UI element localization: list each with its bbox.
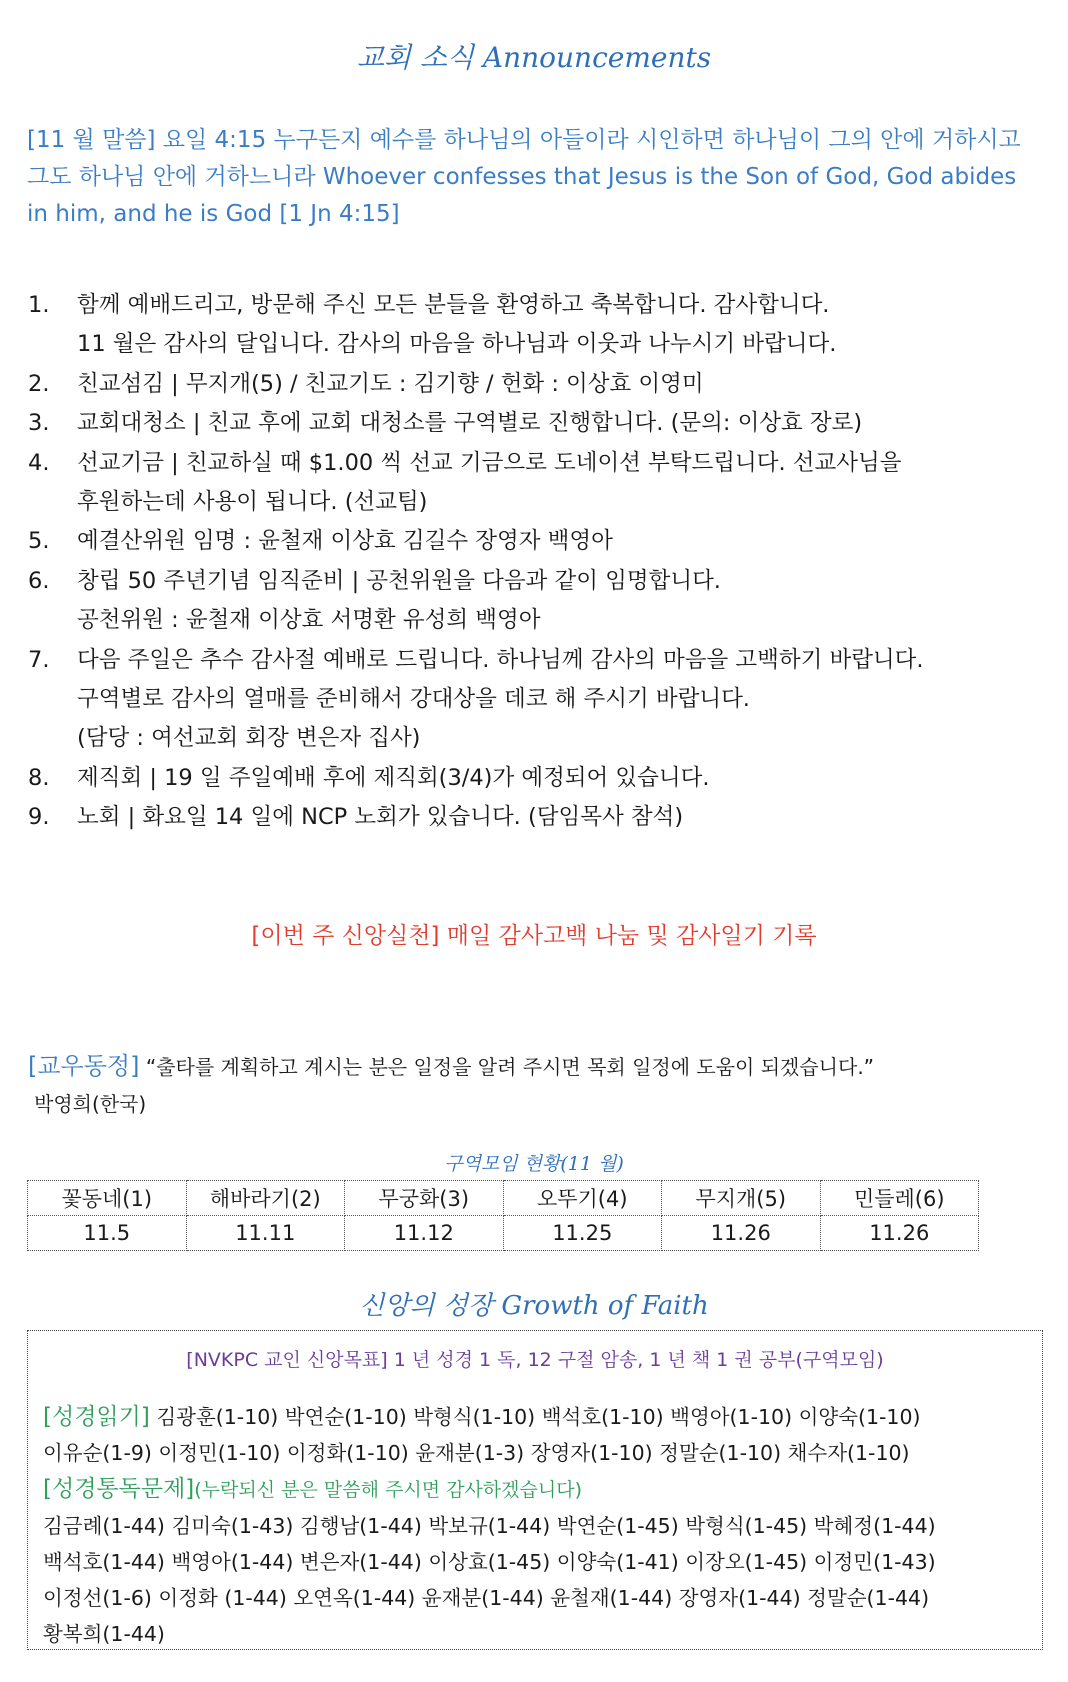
announcement-list (28, 286, 1048, 838)
announcement-item (28, 562, 1048, 641)
group-date-cell: 11.26 (662, 1216, 821, 1251)
fellowship-news (28, 1048, 874, 1123)
announcement-item (28, 365, 1048, 404)
fellowship-text: “출타를 계획하고 계시는 분은 일정을 알려 주시면 목회 일정에 도움이 되겠습니다.” (145, 1055, 875, 1079)
quiz-row (43, 1471, 1033, 1508)
announcement-line: 함께 예배드리고, 방문해 주신 모든 분들을 환영하고 축복합니다. 감사합니다. (77, 292, 830, 318)
faith-practice: [이번 주 신앙실천] 매일 감사고백 나눔 및 감사일기 기록 (251, 923, 817, 949)
bible-reading-label: [성경읽기] (43, 1404, 150, 1430)
announcement-number: 8. (28, 764, 50, 791)
announcement-item (28, 798, 1048, 837)
announcement-line: 공천위원 : 윤철재 이상효 서명환 유성희 백영아 (77, 607, 541, 634)
group-meeting-table (27, 1180, 979, 1251)
group-name-cell: 해바라기(2) (186, 1181, 345, 1216)
group-date-cell: 11.26 (820, 1216, 979, 1251)
group-name-cell: 꽃동네(1) (28, 1181, 187, 1216)
quiz-names: 백석호(1-44) 백영아(1-44) 변은자(1-44) 이상효(1-45) 이양숙(1-41) 이장오(1-45) 이정민(1-43) (43, 1550, 936, 1574)
announcement-line: 창립 50 주년기념 임직준비 | 공천위원을 다음과 같이 임명합니다. (77, 567, 721, 594)
announcement-line: 예결산위원 임명 : 윤철재 이상효 김길수 장영자 백영아 (77, 528, 613, 555)
group-name-cell: 무궁화(3) (345, 1181, 504, 1216)
announcement-item (28, 404, 1048, 443)
announcement-line: 11 월은 감사의 달입니다. 감사의 마음을 하나님과 이웃과 나누시기 바랍니다. (77, 331, 837, 358)
announcement-line: 노회 | 화요일 14 일에 NCP 노회가 있습니다. (담임목사 참석) (77, 804, 684, 831)
announcement-item (28, 522, 1048, 561)
reading-row (43, 1399, 1033, 1435)
reading-names: 김광훈(1-10) 박연순(1-10) 박형식(1-10) 백석호(1-10) 백영아(1-10) 이양숙(1-10) (156, 1405, 921, 1429)
announcement-item (28, 444, 1048, 523)
fellowship-name: 박영희(한국) (34, 1092, 147, 1116)
announcement-number: 4. (28, 449, 50, 476)
table-row (28, 1216, 979, 1251)
announcement-number: 7. (28, 646, 50, 673)
group-date-cell: 11.5 (28, 1216, 187, 1251)
quiz-names: 김금례(1-44) 김미숙(1-43) 김행남(1-44) 박보규(1-44) 박연순(1-45) 박형식(1-45) 박혜정(1-44) (43, 1514, 936, 1538)
announcement-line: 선교기금 | 친교하실 때 $1.00 씩 선교 기금으로 도네이션 부탁드립니다. 선교사님을 (77, 449, 902, 476)
announcement-line: (담당 : 여선교회 회장 변은자 집사) (77, 725, 421, 752)
announcement-number: 9. (28, 804, 50, 831)
quiz-names: 이정선(1-6) 이정화 (1-44) 오연옥(1-44) 윤재분(1-44) 윤철재(1-44) 장영자(1-44) 정말순(1-44) (43, 1586, 930, 1610)
reading-names: 이유순(1-9) 이정민(1-10) 이정화(1-10) 윤재분(1-3) 장영자(1-10) 정말순(1-10) 채수자(1-10) (43, 1441, 910, 1465)
page-title: 교회 소식 Announcements (356, 41, 712, 74)
announcement-line: 제직회 | 19 일 주일예배 후에 제직회(3/4)가 예정되어 있습니다. (77, 764, 710, 791)
announcement-line: 구역별로 감사의 열매를 준비해서 강대상을 데코 해 주시기 바랍니다. (77, 686, 750, 713)
growth-title: 신앙의 성장 Growth of Faith (359, 1291, 709, 1321)
announcement-number: 6. (28, 567, 50, 594)
announcement-item (28, 759, 1048, 798)
group-name-cell: 민들레(6) (820, 1181, 979, 1216)
group-date-cell: 11.12 (345, 1216, 504, 1251)
announcement-line: 후원하는데 사용이 됩니다. (선교팀) (77, 489, 428, 516)
fellowship-label: [교우동정] (28, 1052, 140, 1080)
groups-title: 구역모임 현황(11 월) (444, 1153, 624, 1175)
announcement-line: 친교섬김 | 무지개(5) / 친교기도 : 김기향 / 헌화 : 이상효 이영미 (77, 370, 704, 397)
group-date-cell: 11.11 (186, 1216, 345, 1251)
quiz-names: 황복희(1-44) (43, 1622, 165, 1646)
table-header-row (28, 1181, 979, 1216)
faith-goal: [NVKPC 교인 신앙목표] 1 년 성경 1 독, 12 구절 암송, 1 년 책 1 권 공부(구역모임) (186, 1349, 884, 1371)
group-name-cell: 오뚜기(4) (503, 1181, 662, 1216)
announcement-line: 다음 주일은 추수 감사절 예배로 드립니다. 하나님께 감사의 마음을 고백하기 바랍니다. (77, 646, 924, 673)
bible-quiz-label: [성경통독문제] (43, 1476, 195, 1502)
quiz-note: (누락되신 분은 말씀해 주시면 감사하겠습니다) (194, 1479, 582, 1501)
announcement-item (28, 641, 1048, 759)
announcement-item (28, 286, 1048, 365)
announcement-number: 3. (28, 410, 50, 437)
announcement-number: 1. (28, 292, 50, 318)
faith-growth-box (27, 1330, 1043, 1650)
announcement-number: 2. (28, 370, 50, 397)
announcement-line: 교회대청소 | 친교 후에 교회 대청소를 구역별로 진행합니다. (문의: 이상효 장로) (77, 410, 863, 437)
monthly-verse: [11 월 말씀] 요일 4:15 누구든지 예수를 하나님의 아들이라 시인하면 하나님이 그의 안에 거하시고 그도 하나님 안에 거하느니라 Whoever confesses that Jesus is the Son of God, God abides in him, and he is God [1 Jn 4:15] (27, 127, 1021, 227)
faith-growth-content (43, 1399, 1033, 1652)
group-name-cell: 무지개(5) (662, 1181, 821, 1216)
group-date-cell: 11.25 (503, 1216, 662, 1251)
announcement-number: 5. (28, 528, 50, 555)
